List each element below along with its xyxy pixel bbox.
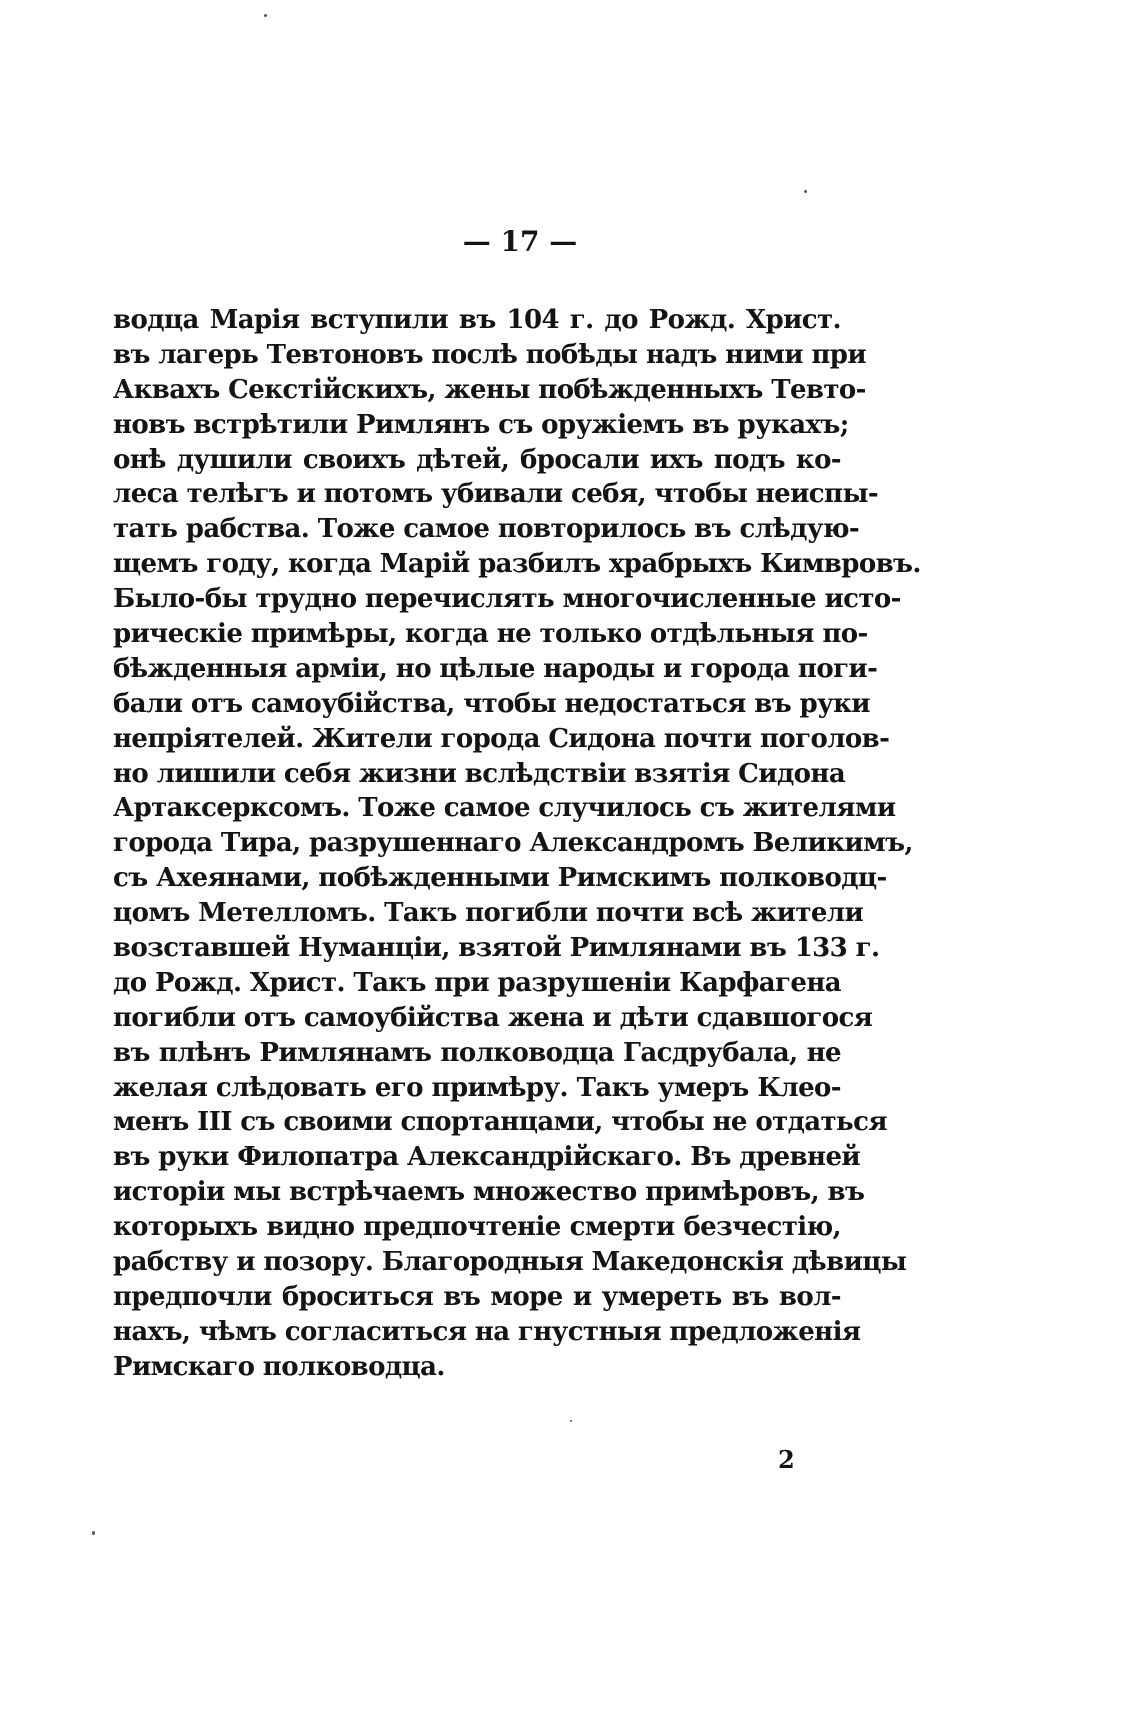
text-line: города Тира, разрушеннаго Александромъ Великимъ, [113, 828, 913, 859]
text-line: нахъ, чѣмъ согласиться на гнустныя предложенія [113, 1316, 861, 1347]
text-line: но лишили себя жизни вслѣдствіи взятія Сидона [113, 758, 846, 789]
text-line: до Рожд. Христ. Такъ при разрушеніи Карфагена [113, 967, 841, 998]
text-line: рабству и позору. Благородныя Македонскія дѣвицы [113, 1247, 907, 1278]
paper-speck [92, 1531, 95, 1535]
text-line: Римскаго полководца. [113, 1351, 445, 1382]
paper-speck [264, 14, 267, 17]
text-line: цомъ Метелломъ. Такъ погибли почти всѣ жители [113, 898, 864, 929]
text-line: онѣ душили своихъ дѣтей, бросали ихъ подъ ко- [113, 444, 841, 475]
paper-speck [570, 1420, 572, 1422]
text-line: щемъ году, когда Марій разбилъ храбрыхъ Кимвровъ. [113, 549, 921, 580]
paper-speck [804, 190, 807, 193]
text-line: возставшей Нуманціи, взятой Римлянами въ 133 г. [113, 933, 880, 964]
page-number: — 17 — [462, 225, 578, 258]
text-line: съ Ахеянами, побѣжденными Римскимъ полководц- [113, 863, 887, 894]
body-text [113, 303, 921, 1385]
text-line: предпочли броситься въ море и умереть въ вол- [113, 1281, 841, 1312]
text-line: Аквахъ Секстійскихъ, жены побѣжденныхъ Тевто- [113, 374, 866, 405]
text-line: въ лагерь Тевтоновъ послѣ побѣды надъ ними при [113, 339, 867, 370]
text-line: бали отъ самоубійства, чтобы недостаться въ руки [113, 688, 870, 719]
signature-mark: 2 [778, 1445, 795, 1474]
text-line: желая слѣдовать его примѣру. Такъ умеръ Клео- [113, 1072, 841, 1103]
text-line: погибли отъ самоубійства жена и дѣти сдавшогося [113, 1002, 873, 1033]
text-line: въ руки Филопатра Александрійскаго. Въ древней [113, 1142, 861, 1173]
text-line: леса телѣгъ и потомъ убивали себя, чтобы неиспы- [113, 479, 879, 510]
text-line: которыхъ видно предпочтеніе смерти безчестію, [113, 1212, 841, 1243]
text-line: бѣжденныя арміи, но цѣлые народы и города поги- [113, 653, 878, 684]
text-line: менъ III съ своими спортанцами, чтобы не отдаться [113, 1107, 887, 1138]
text-line: рическіе примѣры, когда не только отдѣльныя по- [113, 619, 868, 650]
text-line: водца Марія вступили въ 104 г. до Рожд. Христ. [113, 305, 841, 335]
text-line: Было-бы трудно перечислять многочисленные исто- [113, 584, 901, 615]
text-line: тать рабства. Тоже самое повторилось въ слѣдую- [113, 514, 860, 545]
text-line: Артаксерксомъ. Тоже самое случилось съ жителями [113, 793, 896, 824]
text-line: въ плѣнъ Римлянамъ полководца Гасдрубала, не [113, 1037, 841, 1068]
text-line: непріятелей. Жители города Сидона почти поголов- [113, 723, 890, 754]
text-line: новъ встрѣтили Римлянъ съ оружіемъ въ рукахъ; [113, 409, 849, 440]
text-line: исторіи мы встрѣчаемъ множество примѣровъ, въ [113, 1177, 865, 1208]
